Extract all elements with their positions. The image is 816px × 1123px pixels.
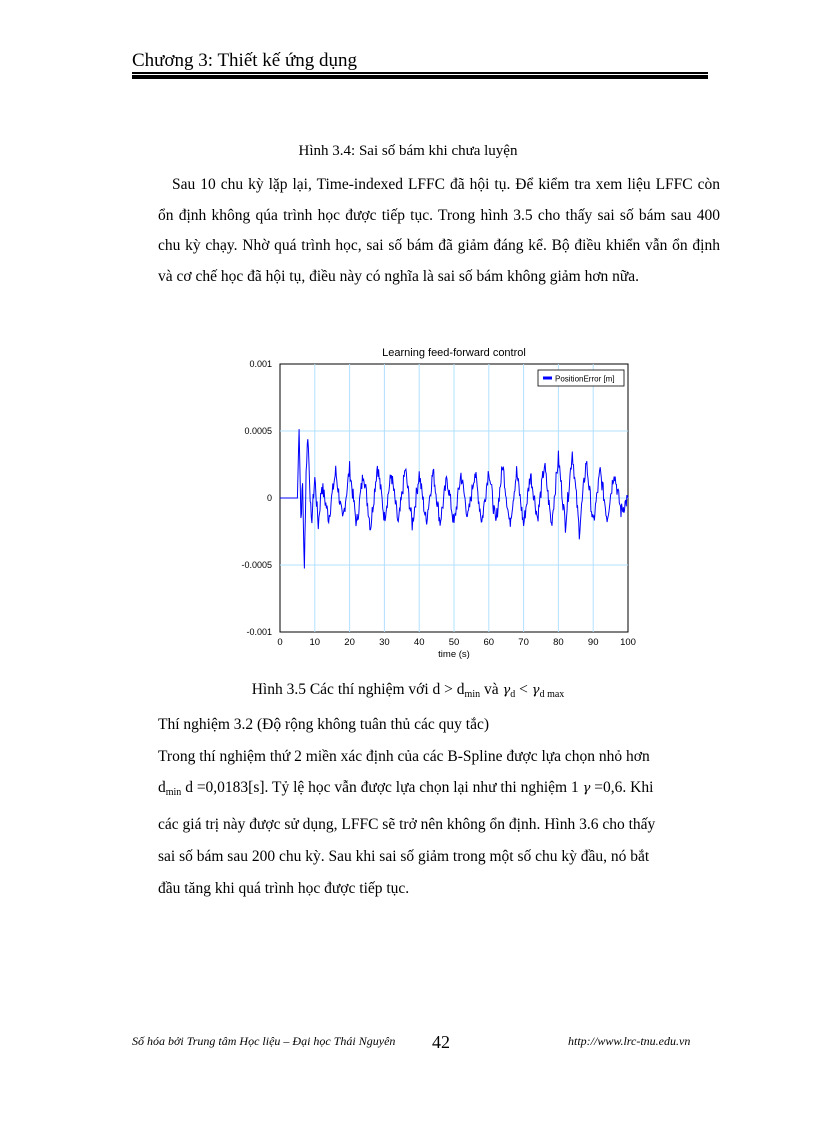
p2-line-2 — [158, 779, 653, 798]
p2-line-2-end: =0,6. Khi — [590, 779, 654, 796]
x-tick-label: 40 — [413, 637, 425, 648]
y-tick-label: 0.001 — [249, 359, 272, 369]
learning-feedforward-chart — [236, 340, 636, 660]
fig35-sub-dmax: d max — [539, 689, 565, 700]
p2-line-1: Trong thí nghiệm thứ 2 miền xác định của các B-Spline được lựa chọn nhỏ hơn — [158, 748, 650, 765]
x-tick-label: 100 — [620, 637, 636, 648]
p2-line-5: đầu tăng khi quá trình học được tiếp tục. — [158, 880, 410, 897]
y-tick-label: -0.0005 — [241, 560, 272, 570]
x-tick-label: 60 — [483, 637, 495, 648]
fig35-mid: và — [480, 681, 503, 698]
figure-3-4-caption: Hình 3.4: Sai số bám khi chưa luyện — [298, 143, 518, 159]
x-tick-label: 70 — [518, 637, 529, 648]
header-rule-thin — [132, 72, 708, 74]
chart-title: Learning feed-forward control — [382, 347, 526, 359]
p2-line-4: sai số bám sau 200 chu kỳ. Sau khi sai số giảm trong một số chu kỳ đầu, nó bắt — [158, 848, 650, 865]
p2-line-2-text: d =0,0183[s]. Tỷ lệ học vẫn được lựa chọn lại như thi nghiệm 1 — [181, 779, 583, 796]
gamma-symbol-3: γ — [582, 781, 591, 796]
chart-container — [236, 340, 636, 660]
x-tick-label: 20 — [344, 637, 355, 648]
d-min-sub: min — [165, 787, 182, 798]
fig35-sub-min: min — [464, 689, 481, 700]
experiment-title: Thí nghiệm 3.2 (Độ rộng không tuân thủ các quy tắc) — [158, 716, 490, 733]
fig35-lt: < — [515, 681, 532, 698]
gamma-symbol-2: γ — [531, 683, 540, 698]
x-tick-label: 0 — [277, 637, 283, 648]
x-tick-label: 50 — [448, 637, 460, 648]
footer-url: http://www.lrc-tnu.edu.vn — [568, 1034, 691, 1048]
x-axis-label: time (s) — [438, 649, 470, 660]
footer-left: Số hóa bởi Trung tâm Học liệu – Đại học Thái Nguyên — [132, 1034, 396, 1048]
page-number: 42 — [432, 1032, 450, 1052]
header-rule-thick — [132, 75, 708, 79]
y-tick-label: -0.001 — [246, 627, 272, 637]
gamma-symbol: γ — [502, 683, 511, 698]
x-tick-label: 90 — [587, 637, 599, 648]
chapter-header: Chương 3: Thiết kế ứng dụng — [132, 50, 358, 71]
y-tick-label: 0 — [266, 493, 272, 503]
paragraph-1-text: Sau 10 chu kỳ lặp lại, Time-indexed LFFC đã hội tụ. Để kiểm tra xem liệu LFFC còn ổn định không qúa trình học được tiếp tục. Trong hình 3.5 cho thấy sai số bám sau 400 chu kỳ chạy. Nhờ quá trình học, sai số bám đã giảm đáng kể. Bộ điều khiển vẫn ổn định và cơ chế học đã hội tụ, điều này có nghĩa là sai số bám không giảm hơn nữa. — [158, 176, 720, 285]
paragraph-1 — [158, 170, 720, 292]
y-tick-label: 0.0005 — [244, 426, 272, 436]
fig35-text: Hình 3.5 Các thí nghiệm với d > d — [251, 681, 465, 698]
d-symbol: d — [158, 779, 166, 796]
p2-line-3: các giá trị này được sử dụng, LFFC sẽ trở nên không ổn định. Hình 3.6 cho thấy — [158, 816, 656, 833]
x-tick-label: 30 — [379, 637, 390, 648]
x-tick-label: 80 — [553, 637, 564, 648]
x-tick-label: 10 — [309, 637, 321, 648]
figure-3-5-caption — [0, 681, 816, 700]
fig35-sub-d: d — [510, 689, 516, 700]
legend-label: PositionError [m] — [555, 374, 615, 384]
